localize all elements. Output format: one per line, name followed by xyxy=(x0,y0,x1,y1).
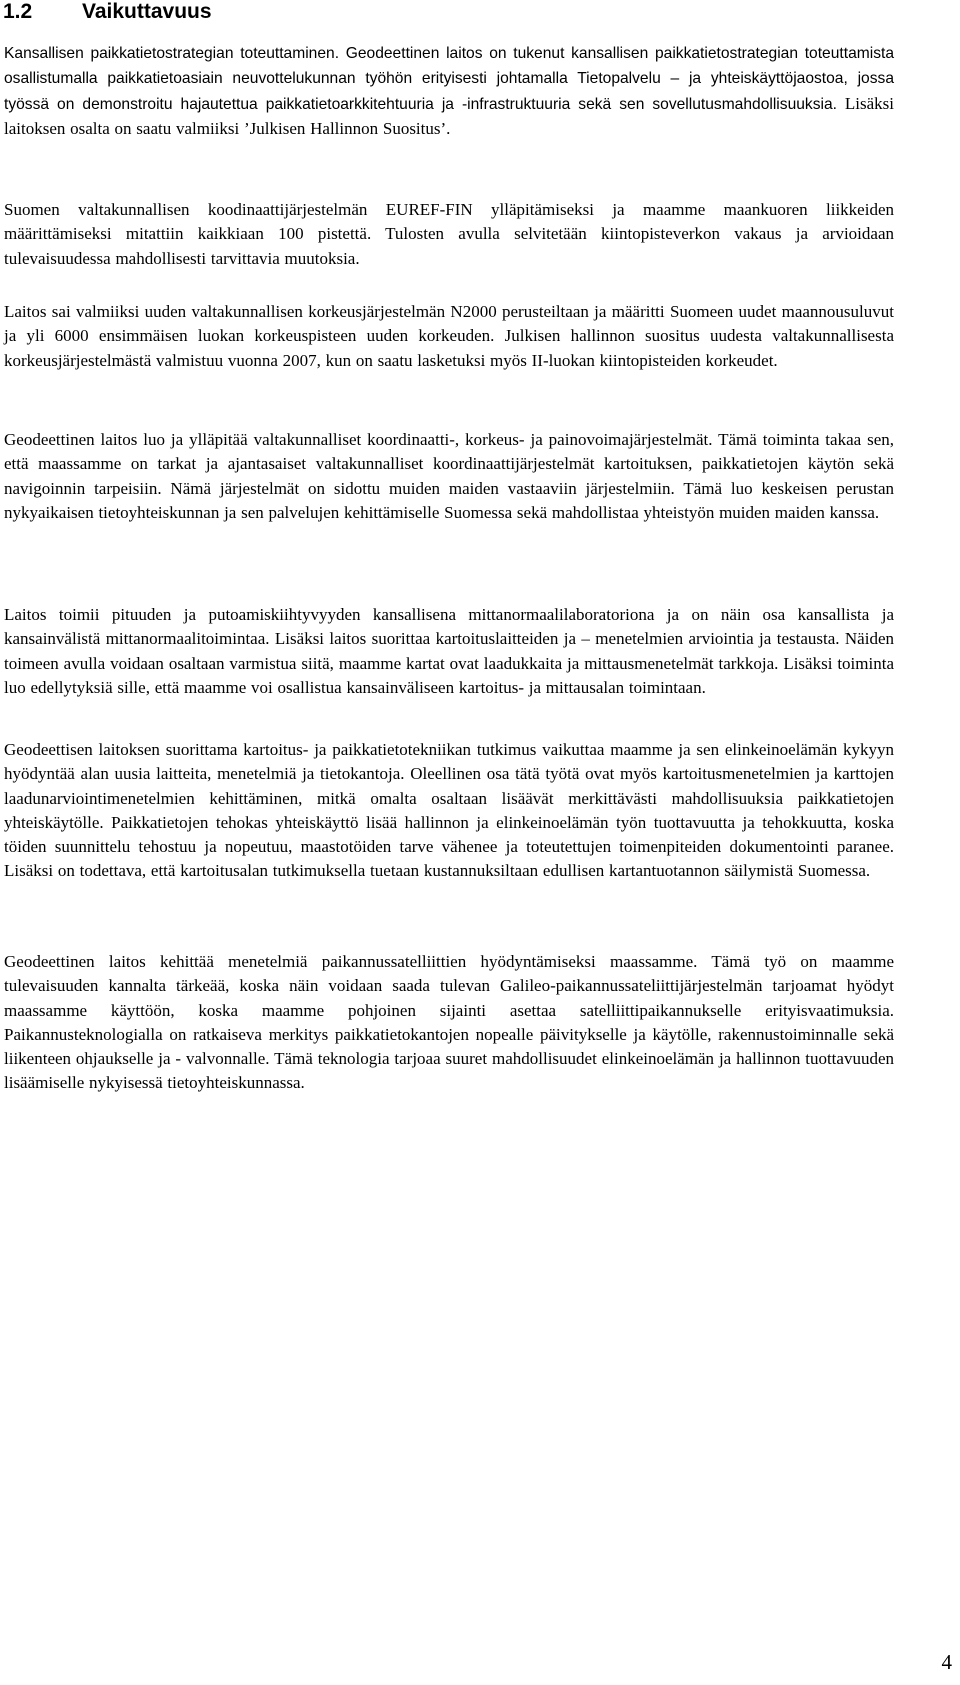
paragraph-n2000: Laitos sai valmiiksi uuden valtakunnallisen korkeusjärjestelmän N2000 perusteiltaan ja määritti Suomeen uudet maannousuluvut ja yli 6000 ensimmäisen luokan korkeuspisteen uuden korkeuden. Julkisen hallinnon suositus uudesta valtakunnallisesta korkeusjärjestelmästä valmistuu vuonna 2007, kun on saatu lasketuksi myös II-luokan kiintopisteiden korkeudet. xyxy=(4,302,894,370)
paragraph-coordinate-systems: Geodeettinen laitos luo ja ylläpitää valtakunnalliset koordinaatti-, korkeus- ja painovoimajärjestelmät. Tämä toiminta takaa sen, että maassamme on tarkat ja ajantasaiset valtakunnalliset koordinaattijärjestelmät kartoituksen, paikkatietojen käytön sekä navigoinnin tarpeisiin. Nämä järjestelmät on sidottu muiden maiden vastaaviin järjestelmiin. Tämä luo keskeisen perustan nykyaikaisen tietoyhteiskunnan ja sen palvelujen kehittämiselle Suomessa sekä mahdollistaa yhteistyön muiden maiden kanssa. xyxy=(4,430,894,522)
paragraph-satellite-positioning: Geodeettinen laitos kehittää menetelmiä paikannussatelliittien hyödyntämiseksi maassamme. Tämä työ on maamme tulevaisuuden kannalta tärkeää, koska näin voidaan saada tulevan Galileo-paikannussateliittijärjestelmän tarjoamat hyödyt maassamme käyttöön, koska maamme pohjoinen sijainti asettaa satelliittipaikannukselle erityisvaatimuksia. Paikannusteknologialla on ratkaiseva merkitys paikkatietokantojen nopealle päivitykselle ja käytölle, rakennustoiminnalle sekä liikenteen ohjaukselle ja - valvonnalle. Tämä teknologia tarjoaa suuret mahdollisuudet elinkeinoelämän ja hallinnon tuottavuuden lisäämiselle nykyisessä tietoyhteiskunnassa. xyxy=(4,952,894,1093)
paragraph-euref-fin: Suomen valtakunnallisen koodinaattijärjestelmän EUREF-FIN ylläpitämiseksi ja maamme maankuoren liikkeiden määrittämiseksi mitattiin kaikkiaan 100 pistettä. Tulosten avulla selvitetään kiintopisteverkon vakaus ja arvioidaan tulevaisuudessa mahdollisesti tarvittavia muutoksia. xyxy=(4,200,894,268)
paragraph-strategy-sans-text: Kansallisen paikkatietostrategian toteuttaminen. Geodeettinen laitos on tukenut kansallisen paikkatietostrategian toteuttamista osallistumalla paikkatietoasiain neuvottelukunnan työhön erityisesti johtamalla Tietopalvelu – ja yhteiskäyttöjaostoa, jossa työssä on demonstroitu hajautettua paikkatietoarkkitehtuuria ja -infrastruktuuria sekä sen sovellutusmahdollisuuksia. xyxy=(4,45,894,113)
paragraph-strategy xyxy=(4,41,894,141)
section-heading xyxy=(3,0,212,27)
section-title: Vaikuttavuus xyxy=(82,0,212,23)
paragraph-research: Geodeettisen laitoksen suorittama kartoitus- ja paikkatietotekniikan tutkimus vaikuttaa maamme ja sen elinkeinoelämän kykyyn hyödyntää alan uusia laitteita, menetelmiä ja tietokantoja. Oleellinen osa tätä työtä ovat myös kartoitusmenetelmien ja karttojen laadunarviointimenetelmien kehittäminen, mitkä omalta osaltaan lisäävät merkittävästi mahdollisuuksia paikkatietojen yhteiskäytölle. Paikkatietojen tehokas yhteiskäyttö lisää hallinnon ja elinkeinoelämän työn tuottavuutta ja tehokkuutta, koska töiden suunnittelu tehostuu ja nopeutuu, maastotöiden tarve vähenee ja toteutettujen toimenpiteiden dokumentointi paranee. Lisäksi on todettava, että kartoitusalan tutkimuksella tuetaan kustannuksiltaan edullisen kartantuotannon säilymistä Suomessa. xyxy=(4,740,894,881)
paragraph-metrology: Laitos toimii pituuden ja putoamiskiihtyvyyden kansallisena mittanormaalilaboratoriona ja on näin osa kansallista ja kansainvälistä mittanormaalitoimintaa. Lisäksi laitos suorittaa kartoituslaitteiden ja – menetelmien arviointia ja testausta. Näiden toimeen avulla voidaan osaltaan varmistua siitä, maamme kartat ovat laadukkaita ja mittausmenetelmät tarkkoja. Lisäksi toiminta luo edellytyksiä sille, että maamme voi osallistua kansainväliseen kartoitus- ja mittausalan toimintaan. xyxy=(4,605,894,697)
page-number: 4 xyxy=(941,1650,952,1674)
paragraph-strategy-serif-text: Lisäksi laitoksen osalta on saatu valmiiksi ’Julkisen Hallinnon Suositus’. xyxy=(4,93,895,138)
section-number: 1.2 xyxy=(3,0,33,23)
